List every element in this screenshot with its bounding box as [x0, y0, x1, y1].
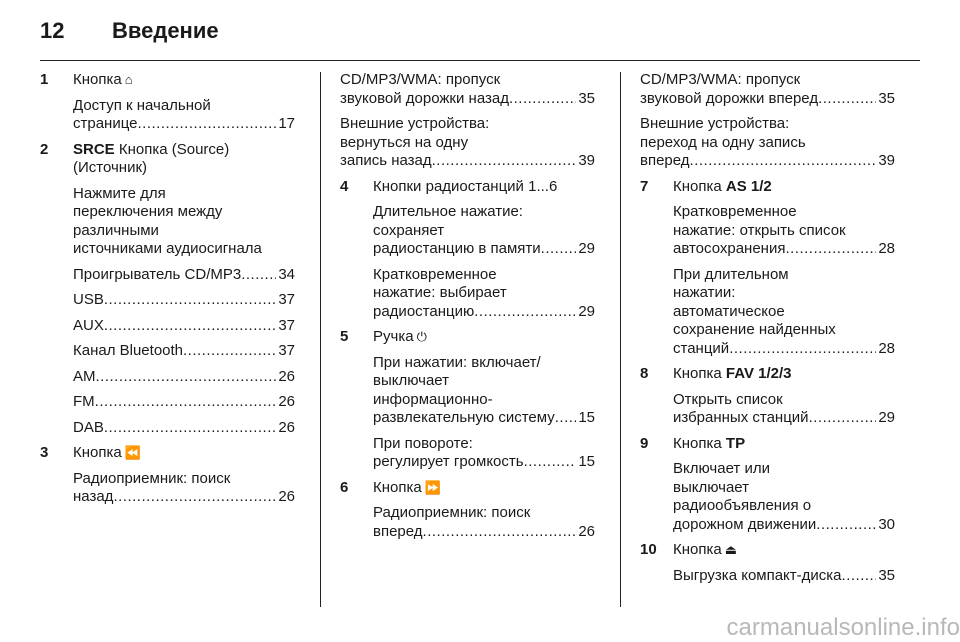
- page-ref: 34: [278, 265, 295, 283]
- list-item-8: [640, 365, 895, 428]
- column-divider-1: [320, 72, 321, 607]
- toc-entry[interactable]: [373, 303, 595, 322]
- page-ref: 26: [278, 488, 295, 505]
- sub-text: Открыть список: [673, 390, 783, 408]
- entry-text: развлекательную систему: [373, 409, 555, 426]
- sub-entry: [373, 504, 595, 541]
- page-title: Введение: [112, 18, 219, 43]
- eject-icon: ⏏: [724, 542, 738, 557]
- list-item-3: [40, 444, 295, 507]
- item-label: Кнопка: [673, 177, 722, 195]
- header-rule: [40, 60, 920, 61]
- sub-entry: [373, 266, 595, 322]
- item-label: Ручка: [373, 328, 414, 345]
- page-ref: 29: [578, 240, 595, 257]
- sub-text: Радиоприемник: поиск: [373, 504, 531, 521]
- toc-entry[interactable]: [373, 453, 595, 472]
- toc-entry[interactable]: [673, 240, 895, 259]
- item-number: 9: [640, 434, 649, 452]
- sub-text: нажатие: открыть список: [673, 221, 846, 239]
- entry-text: звуковой дорожки вперед: [640, 89, 819, 107]
- sub-text: Кратковременное: [673, 203, 797, 220]
- sub-text: Нажмите для: [73, 184, 166, 202]
- toc-entry[interactable]: [673, 340, 895, 359]
- page-ref: 15: [578, 409, 595, 426]
- column-1: [40, 71, 295, 514]
- toc-entry[interactable]: [73, 115, 295, 134]
- sub-text: Доступ к начальной: [73, 96, 211, 114]
- sub-entry: [673, 203, 895, 259]
- toc-entry[interactable]: [73, 342, 295, 361]
- page-ref: 26: [578, 522, 595, 540]
- toc-entry[interactable]: [73, 291, 295, 310]
- page-ref: 37: [278, 316, 295, 334]
- sub-entry: [373, 203, 595, 259]
- entry-text: FM: [73, 393, 95, 410]
- toc-entry[interactable]: [373, 523, 595, 542]
- item-number: 7: [640, 177, 649, 195]
- entry-text: дорожном движении: [673, 515, 817, 533]
- sub-text: CD/MP3/WMA: пропуск: [340, 71, 501, 88]
- item-label-2: (Источник): [73, 159, 148, 176]
- list-item-10: [640, 541, 895, 585]
- list-item-4: [340, 178, 595, 322]
- item-label: Кнопка: [673, 541, 722, 558]
- item-number: 10: [640, 541, 657, 558]
- list-item-1: [40, 71, 295, 134]
- sub-entry: [673, 391, 895, 428]
- sub-entry: [640, 115, 895, 171]
- page-ref: 17: [278, 115, 295, 132]
- entry-text: избранных станций: [673, 409, 809, 426]
- toc-entry[interactable]: [73, 419, 295, 438]
- sub-entry: [673, 460, 895, 534]
- page-ref: 29: [878, 409, 895, 426]
- entry-text: Канал Bluetooth: [73, 342, 184, 359]
- button-name: AS 1/2: [725, 177, 772, 195]
- item-label: Кнопка: [673, 434, 722, 452]
- sub-entry: [373, 354, 595, 428]
- list-item-9: [640, 435, 895, 535]
- list-item-6: [340, 479, 595, 542]
- sub-text: радиообъявления о: [673, 497, 812, 514]
- sub-entry: [640, 71, 895, 108]
- sub-text: выключает: [673, 478, 750, 496]
- page-ref: 26: [278, 418, 295, 436]
- toc-entry[interactable]: [73, 368, 295, 387]
- home-icon: ⌂: [124, 72, 133, 87]
- toc-entry[interactable]: [673, 516, 895, 535]
- column-3: [640, 71, 895, 592]
- item-number: 6: [340, 478, 349, 496]
- toc-entry[interactable]: [73, 266, 295, 285]
- page-ref: 37: [278, 291, 295, 308]
- sub-text: переключения между: [73, 203, 223, 220]
- toc-entry[interactable]: [73, 488, 295, 507]
- seek-back-icon: ⏪: [124, 445, 141, 460]
- column-2: [340, 71, 595, 548]
- toc-entry[interactable]: [640, 152, 895, 171]
- entry-text: радиостанцию: [373, 302, 475, 320]
- entry-text: Выгрузка компакт-диска: [673, 566, 842, 584]
- toc-entry[interactable]: [373, 240, 595, 259]
- entry-text: запись назад: [340, 152, 432, 169]
- sub-text: информационно-: [373, 390, 493, 408]
- sub-text: сохранение найденных: [673, 321, 836, 338]
- item-number: 5: [340, 328, 349, 345]
- item-label: Кнопка: [73, 444, 122, 461]
- sub-entry: [73, 185, 295, 259]
- sub-entry: [373, 435, 595, 472]
- list-item-7: [640, 178, 895, 359]
- button-name: TP: [725, 434, 746, 452]
- page-ref: 39: [878, 152, 895, 169]
- sub-entry: [340, 71, 595, 108]
- item-label: Кнопки радиостанций 1...6: [373, 177, 558, 195]
- sub-entry: [73, 97, 295, 134]
- page-number: 12: [40, 18, 65, 43]
- item-label: Кнопка: [73, 71, 122, 88]
- sub-entry: [340, 115, 595, 171]
- entry-text: странице: [73, 115, 138, 132]
- entry-text: радиостанцию в памяти: [373, 240, 541, 257]
- sub-text: При длительном: [673, 265, 789, 283]
- sub-text: Внешние устройства:: [640, 115, 790, 132]
- page-ref: 26: [278, 393, 295, 410]
- sub-text: переход на одну запись: [640, 133, 806, 151]
- entry-text: станций: [673, 339, 730, 357]
- button-name: SRCE: [73, 140, 115, 158]
- item-number: 4: [340, 177, 349, 195]
- power-icon: ⏻: [416, 329, 427, 344]
- sub-text: сохраняет: [373, 221, 445, 239]
- item-label: Кнопка: [673, 365, 722, 382]
- sub-entry: [673, 266, 895, 359]
- column-divider-2: [620, 72, 621, 607]
- toc-entry[interactable]: [340, 152, 595, 171]
- sub-text: При повороте:: [373, 434, 473, 452]
- entry-text: вперед: [373, 522, 423, 540]
- sub-text: CD/MP3/WMA: пропуск: [640, 71, 801, 88]
- page-ref: 28: [878, 339, 895, 357]
- page-ref: 35: [578, 89, 595, 107]
- sub-text: автоматическое: [673, 302, 785, 320]
- entry-text: вперед: [640, 152, 690, 169]
- entry-text: DAB: [73, 418, 104, 436]
- item-number: 3: [40, 444, 49, 461]
- page-ref: 37: [278, 342, 295, 359]
- page-ref: 29: [578, 302, 595, 320]
- entry-text: автосохранения: [673, 240, 786, 257]
- sub-text: Включает или: [673, 460, 770, 477]
- toc-entry[interactable]: [673, 409, 895, 428]
- button-name: FAV 1/2/3: [725, 365, 792, 382]
- list-item-5: [340, 328, 595, 472]
- entry-text: USB: [73, 291, 104, 308]
- entry-text: регулирует громкость: [373, 453, 524, 470]
- sub-text: выключает: [373, 372, 450, 389]
- page-ref: 35: [878, 89, 895, 107]
- entry-text: Проигрыватель CD/MP3: [73, 265, 242, 283]
- sub-text: нажатии:: [673, 284, 736, 301]
- sub-text: Радиоприемник: поиск: [73, 469, 231, 487]
- entry-text: AM: [73, 367, 96, 385]
- toc-entry[interactable]: [73, 317, 295, 336]
- sub-text: Кратковременное: [373, 265, 497, 283]
- watermark: carmanualsonline.info: [726, 614, 960, 641]
- page-header: [40, 18, 219, 44]
- sub-text: источниками аудиосигнала: [73, 240, 262, 257]
- sub-text: Внешние устройства:: [340, 115, 490, 132]
- entry-text: звуковой дорожки назад: [340, 89, 509, 107]
- item-label: Кнопка (Source): [118, 140, 230, 158]
- sub-entry: [73, 470, 295, 507]
- entry-text: назад: [73, 488, 114, 505]
- toc-entry[interactable]: [640, 90, 895, 109]
- page-ref: 15: [578, 453, 595, 470]
- entry-text: AUX: [73, 316, 104, 334]
- item-number: 2: [40, 140, 49, 158]
- page-ref: 28: [878, 240, 895, 257]
- toc-entry[interactable]: [340, 90, 595, 109]
- item-number: 1: [40, 71, 49, 88]
- item-label: Кнопка: [373, 478, 422, 496]
- toc-entry[interactable]: [673, 567, 895, 586]
- toc-entry[interactable]: [73, 393, 295, 412]
- item-number: 8: [640, 365, 649, 382]
- seek-forward-icon: ⏩: [424, 479, 441, 495]
- list-item-2: [40, 141, 295, 438]
- page-ref: 26: [278, 367, 295, 385]
- sub-text: При нажатии: включает/: [373, 353, 541, 371]
- sub-text: различными: [73, 221, 159, 239]
- sub-text: вернуться на одну: [340, 133, 469, 151]
- page-ref: 30: [878, 515, 895, 533]
- page-ref: 39: [578, 152, 595, 169]
- page-ref: 35: [878, 566, 895, 584]
- toc-entry[interactable]: [373, 409, 595, 428]
- sub-text: нажатие: выбирает: [373, 284, 507, 301]
- sub-text: Длительное нажатие:: [373, 203, 523, 220]
